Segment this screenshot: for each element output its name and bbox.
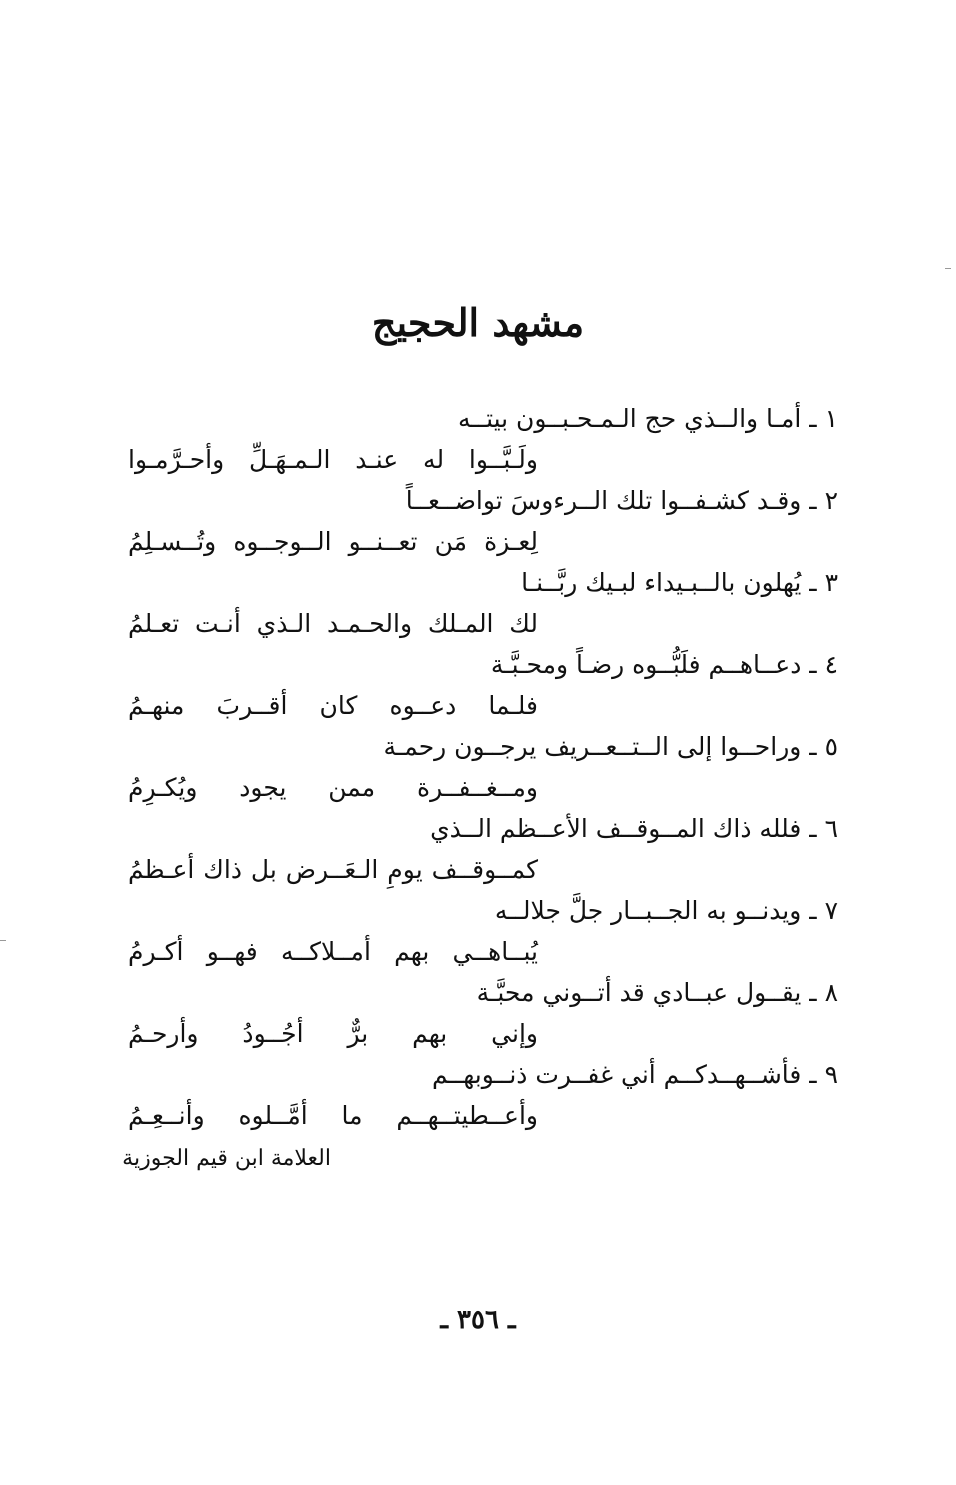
verse-9-first: ٩ ـ فأشــهــدكــم أني غفــرت ذنــوبهــم xyxy=(431,1060,838,1089)
verse-4-first: ٤ ـ دعــاهــم فلَبُّــوه رضـاً ومحـبَّـة xyxy=(490,650,838,679)
verse-6-second: كمــوقــف يومِ الـعَــرض بل ذاك أعـظمُ xyxy=(128,855,538,884)
verse-8-first: ٨ ـ يقــول عبــادي قد أتــوني محبَّـة xyxy=(476,978,838,1007)
verse-5-second: ومــغــفــرة ممن يجود ويُكـرِمُ xyxy=(128,773,538,802)
page-title: مشهد الحجيج xyxy=(371,300,585,345)
verse-2-second: لِعـزة مَن تعــنــو الــوجــوه وتُــسـلِمُ xyxy=(128,527,538,556)
verse-4-second: فلـما دعــوه كان أقــربَ منهـمُ xyxy=(128,691,538,720)
verse-5-first: ٥ ـ وراحــوا إلى الــتــعــريف يرجــون رحمـة xyxy=(383,732,838,761)
verse-1-second: ولَـبَّــوا له عنـد الـمـهَـلِّ وأحـرَّمـوا xyxy=(128,445,538,474)
verse-2-first: ٢ ـ وقـد كشـفــوا تلك الــرءوسَ تواضــعــاً xyxy=(405,486,838,515)
verse-6-first: ٦ ـ فلله ذاك المــوقــف الأعــظم الــذي xyxy=(430,814,838,843)
page-number: ـ ٣٥٦ ـ xyxy=(440,1305,516,1335)
poem xyxy=(128,398,838,1136)
verse-3-first: ٣ ـ يُهلون بالــبـيداء لبـيك ربَّــنـا xyxy=(521,568,838,597)
verse-7-second: يُبــاهــي بهم أمــلاكــه فهــو أكـرمُ xyxy=(128,937,538,966)
author-attribution: العلامة ابن قيم الجوزية xyxy=(122,1146,331,1171)
verse-3-second: لك المـلك والحـمـد الـذي أنـت تعـلمُ xyxy=(128,609,538,638)
margin-mark xyxy=(945,268,951,269)
margin-mark xyxy=(0,940,6,941)
verse-9-second: وأعــطيتــهــم ما أمَّــلوه وأنــعِـمُ xyxy=(128,1101,538,1130)
verse-7-first: ٧ ـ ويدنــو به الجــبــار جلَّ جلالــه xyxy=(494,896,838,925)
verse-8-second: وإني بهم برٌّ أجُــودُ وأرحـمُ xyxy=(128,1019,538,1048)
verse-1-first: ١ ـ أمـا والــذي حج الـمـحـبــون بيتــه xyxy=(458,404,838,433)
